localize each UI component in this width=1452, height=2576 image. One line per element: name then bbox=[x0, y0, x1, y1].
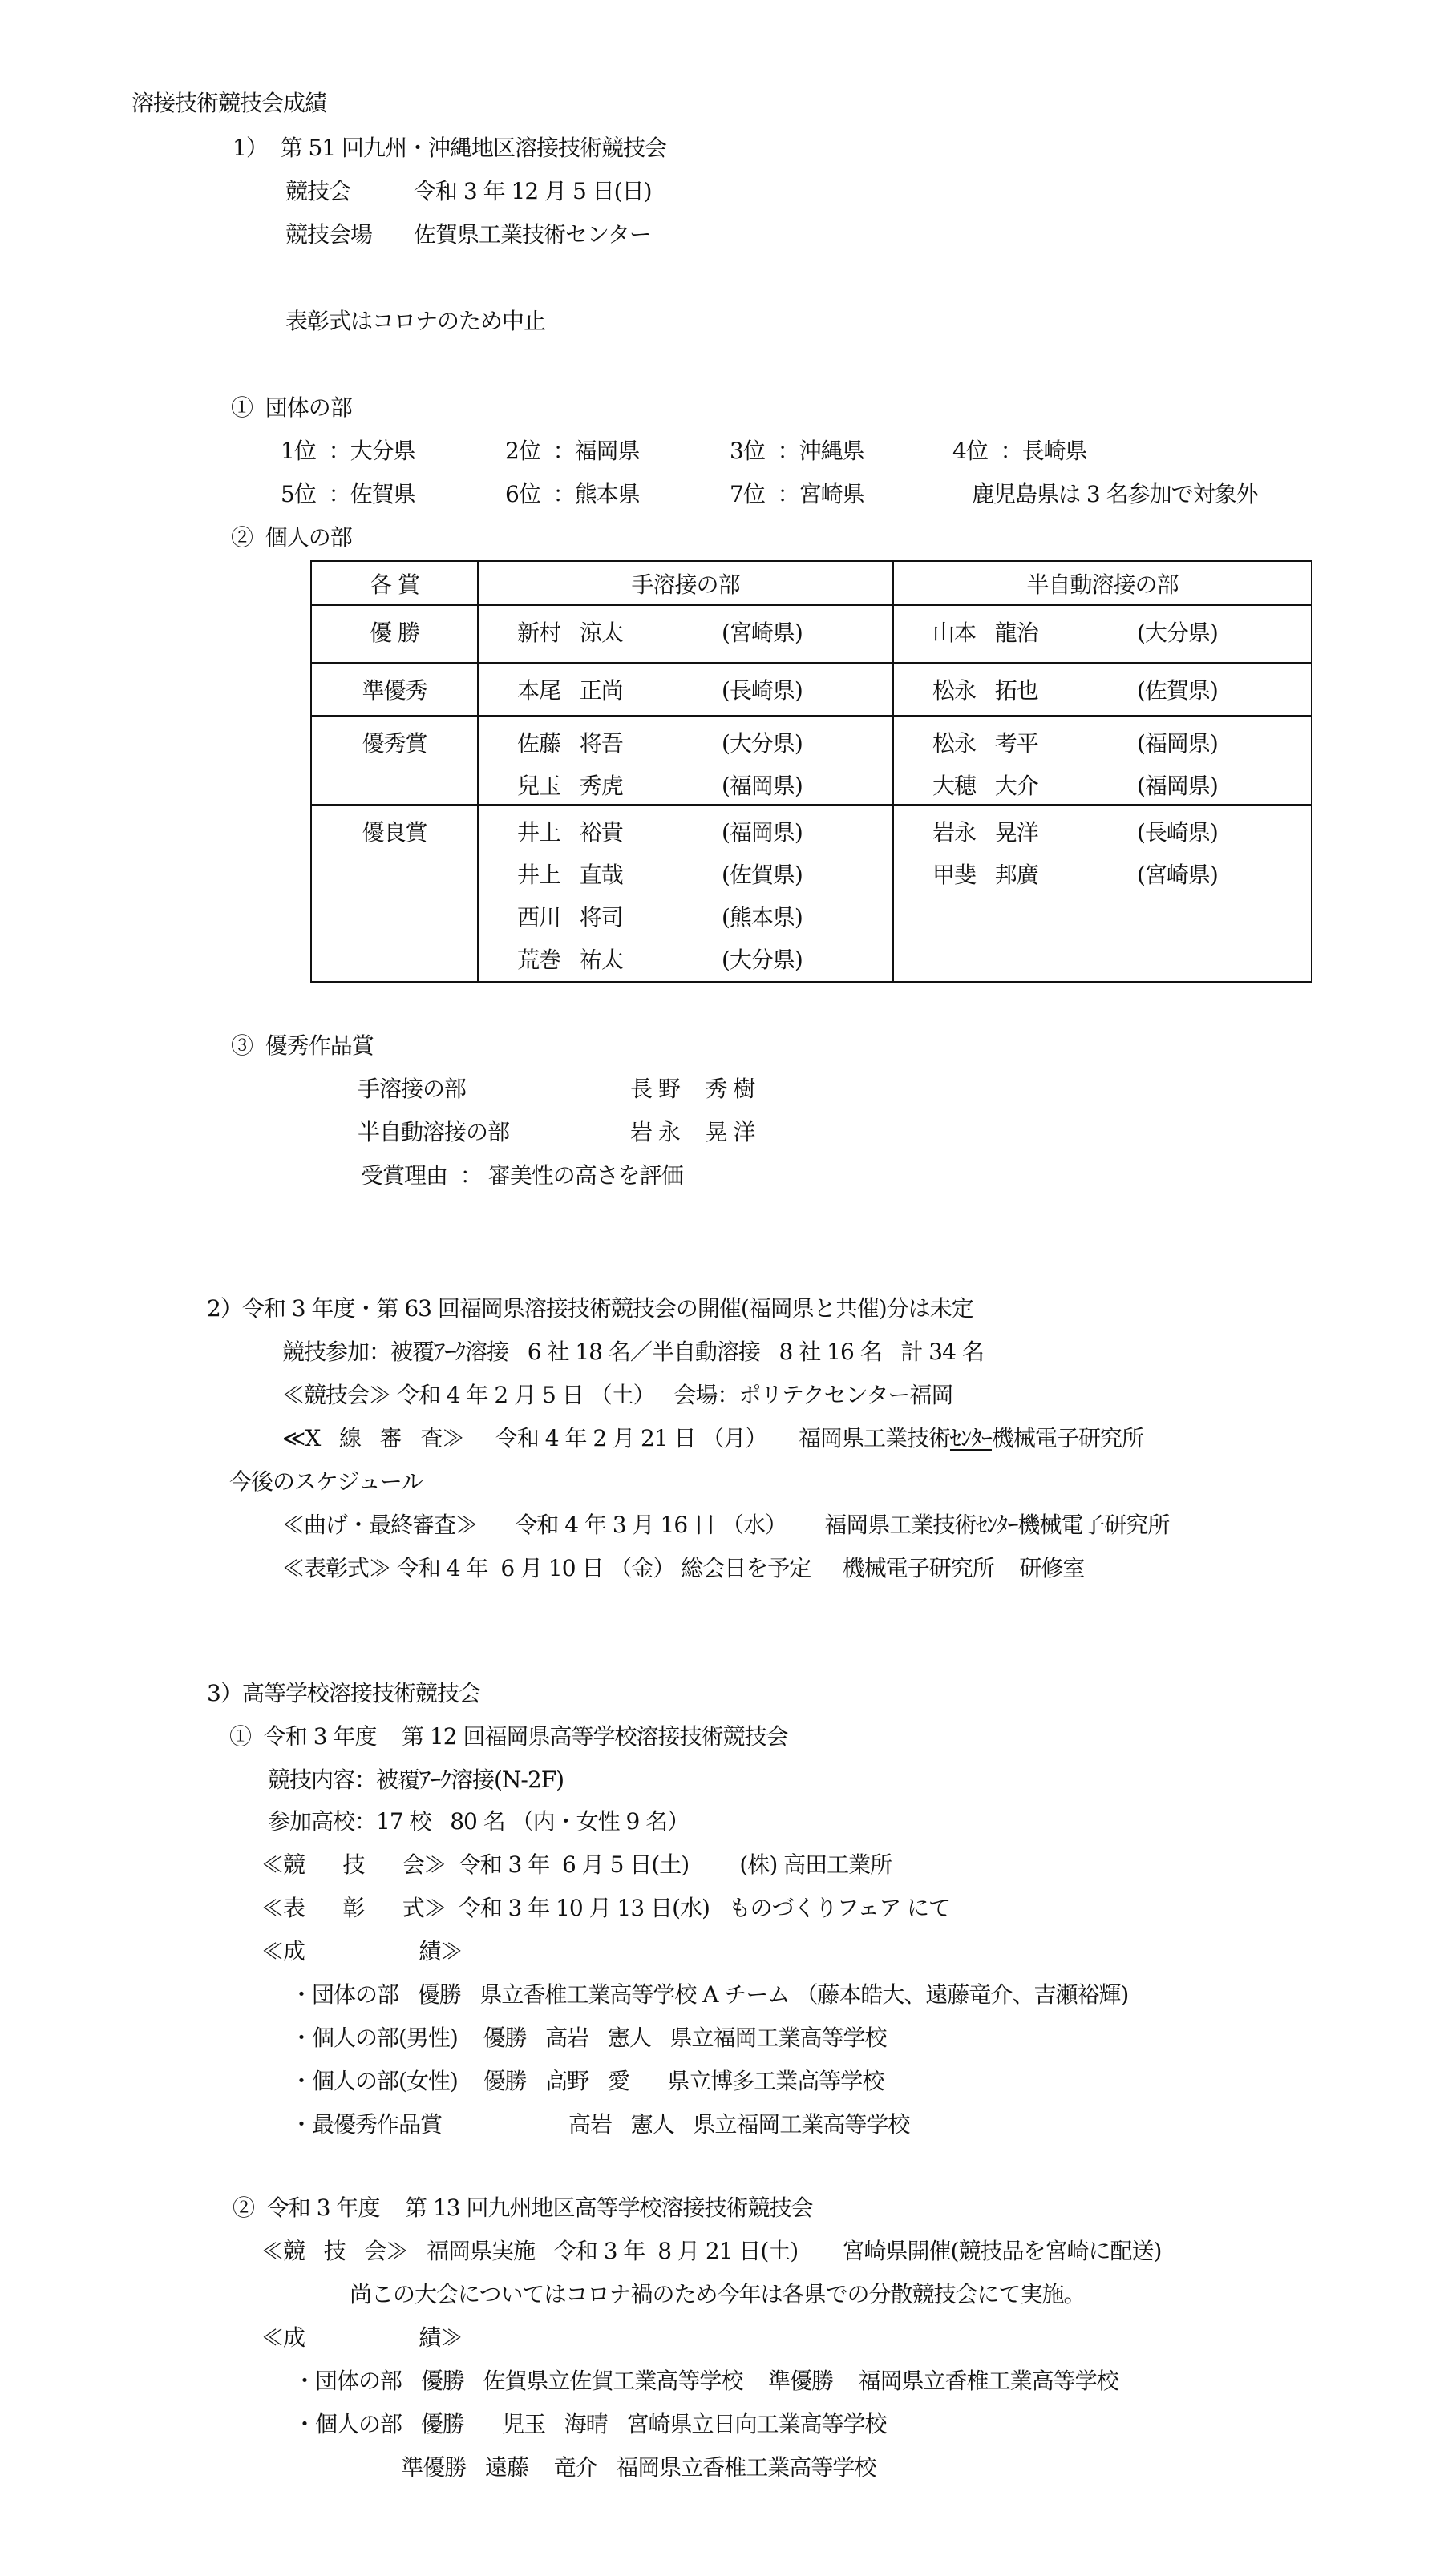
team-rank-4: 4位 ：長崎県 bbox=[952, 438, 1087, 464]
winner-entry: 兒玉 秀虎 (福岡県) bbox=[517, 773, 803, 799]
winner-entry: 大穂 大介 (福岡県) bbox=[932, 773, 1218, 799]
table-row bbox=[311, 805, 1312, 982]
team-rank-5: 5位 ：佐賀県 bbox=[281, 481, 415, 507]
schedule-label: 今後のスケジュール bbox=[229, 1468, 423, 1495]
winner-entry: 西川 将司 (熊本県) bbox=[517, 904, 803, 931]
competition-date-label: 競技会 bbox=[285, 178, 351, 204]
document-title: 溶接技術競技会成績 bbox=[131, 90, 327, 116]
best-work-semi-name: 岩 永 晃 洋 bbox=[630, 1119, 755, 1145]
winner-entry: 松永 拓也 (佐賀県) bbox=[932, 677, 1218, 704]
winner-entry: 佐藤 将吾 (大分県) bbox=[517, 730, 803, 757]
table-row bbox=[311, 663, 1312, 716]
winner-entry: 山本 龍治 (大分県) bbox=[932, 620, 1218, 646]
hs-fukuoka-schools: 参加高校：17 校 80 名 （内・女性 9 名） bbox=[268, 1808, 690, 1835]
ceremony-cancel-note: 表彰式はコロナのため中止 bbox=[285, 308, 546, 334]
winner-entry: 岩永 晃洋 (長崎県) bbox=[932, 819, 1218, 846]
competition-line: ≪競技会≫ 令和 4 年 2 月 5 日 （土） 会場：ポリテクセンター福岡 bbox=[282, 1382, 953, 1408]
hs-fukuoka-content: 競技内容：被覆ｱｰｸ溶接(N-2F) bbox=[268, 1766, 564, 1793]
table-row bbox=[311, 605, 1312, 663]
individual-section-heading: ② 個人の部 bbox=[231, 524, 352, 551]
competition-date-value: 令和 3 年 12 月 5 日(日) bbox=[414, 178, 652, 204]
best-work-manual-name: 長 野 秀 樹 bbox=[630, 1076, 755, 1102]
hs-kyushu-result-item: 準優勝 遠藤 竜介 福岡県立香椎工業高等学校 bbox=[293, 2454, 876, 2481]
winner-entry: 井上 直哉 (佐賀県) bbox=[517, 862, 803, 888]
award-name: 優秀賞 bbox=[362, 730, 427, 757]
individual-awards-table bbox=[310, 560, 1312, 983]
hs-fukuoka-competition: ≪競 技 会≫ 令和 3 年 6 月 5 日(土) (株) 高田工業所 bbox=[261, 1851, 892, 1878]
hs-fukuoka-result-item: ・個人の部(男性) 優勝 高岩 憲人 県立福岡工業高等学校 bbox=[290, 2025, 887, 2051]
team-rank-1: 1位 ：大分県 bbox=[281, 438, 415, 464]
header-manual: 手溶接の部 bbox=[478, 561, 893, 605]
winner-entry: 本尾 正尚 (長崎県) bbox=[517, 677, 803, 704]
hs-fukuoka-ceremony: ≪表 彰 式≫ 令和 3 年 10 月 13 日(水) ものづくりフェア にて bbox=[261, 1895, 951, 1921]
hs-kyushu-result-item: ・個人の部 優勝 児玉 海晴 宮崎県立日向工業高等学校 bbox=[293, 2411, 887, 2437]
winner-entry: 荒巻 祐太 (大分県) bbox=[517, 947, 803, 973]
venue-value: 佐賀県工業技術センター bbox=[414, 221, 651, 248]
hs-fukuoka-results-label: ≪成 績≫ bbox=[261, 1938, 463, 1964]
excluded-note: 鹿児島県は 3 名参加で対象外 bbox=[972, 481, 1258, 507]
best-work-manual-label: 手溶接の部 bbox=[358, 1076, 467, 1102]
table-header-row bbox=[311, 561, 1312, 605]
hs-fukuoka-result-item: ・個人の部(女性) 優勝 高野 愛 県立博多工業高等学校 bbox=[290, 2068, 884, 2094]
best-work-semi-label: 半自動溶接の部 bbox=[358, 1119, 510, 1145]
hs-fukuoka-result-item: ・団体の部 優勝 県立香椎工業高等学校 A チーム （藤本皓大、遠藤竜介、吉瀬裕輝) bbox=[290, 1981, 1129, 2008]
best-work-reason: 受賞理由 ： 審美性の高さを評価 bbox=[361, 1162, 683, 1189]
team-rank-7: 7位 ：宮崎県 bbox=[730, 481, 864, 507]
hs-fukuoka-heading: ① 令和 3 年度 第 12 回福岡県高等学校溶接技術競技会 bbox=[229, 1723, 788, 1750]
team-rank-3: 3位 ：沖縄県 bbox=[730, 438, 864, 464]
section-3-heading: 3）高等学校溶接技術競技会 bbox=[207, 1680, 480, 1706]
best-work-heading: ③ 優秀作品賞 bbox=[231, 1032, 374, 1059]
xray-line: ≪X 線 審 査≫ 令和 4 年 2 月 21 日 （月） 福岡県工業技術ｾﾝﾀｰ機械電子研究所 bbox=[282, 1425, 1143, 1452]
winner-entry: 新村 涼太 (宮崎県) bbox=[517, 620, 803, 646]
team-section-heading: ① 団体の部 bbox=[231, 394, 352, 421]
hs-kyushu-result-item: ・団体の部 優勝 佐賀県立佐賀工業高等学校 準優勝 福岡県立香椎工業高等学校 bbox=[293, 2368, 1118, 2394]
bend-test-line: ≪曲げ・最終審査≫ 令和 4 年 3 月 16 日 （水） 福岡県工業技術ｾﾝﾀｰ機械電子研究所 bbox=[282, 1512, 1170, 1538]
hs-kyushu-results-label: ≪成 績≫ bbox=[261, 2324, 463, 2351]
award-name: 準優秀 bbox=[362, 677, 427, 704]
award-name: 優 勝 bbox=[370, 620, 419, 646]
section-1-heading: 1） 第 51 回九州・沖縄地区溶接技術競技会 bbox=[233, 135, 667, 161]
ceremony-line: ≪表彰式≫ 令和 4 年 6 月 10 日 （金） 総会日を予定 機械電子研究所 研修室 bbox=[282, 1555, 1085, 1581]
header-award: 各 賞 bbox=[311, 561, 478, 605]
hs-kyushu-competition: ≪競 技 会≫ 福岡県実施 令和 3 年 8 月 21 日(土) 宮崎県開催(競技品を宮崎に配送) bbox=[261, 2238, 1162, 2264]
section-2-heading: 2）令和 3 年度・第 63 回福岡県溶接技術競技会の開催(福岡県と共催)分は未定 bbox=[207, 1295, 973, 1322]
winner-entry: 井上 裕貴 (福岡県) bbox=[517, 819, 803, 846]
hs-kyushu-heading: ② 令和 3 年度 第 13 回九州地区高等学校溶接技術競技会 bbox=[233, 2194, 813, 2221]
team-rank-6: 6位 ：熊本県 bbox=[505, 481, 640, 507]
table-row bbox=[311, 716, 1312, 805]
winner-entry: 松永 考平 (福岡県) bbox=[932, 730, 1218, 757]
team-rank-2: 2位 ：福岡県 bbox=[505, 438, 640, 464]
header-semi: 半自動溶接の部 bbox=[893, 561, 1312, 605]
hs-fukuoka-result-item: ・最優秀作品賞 高岩 憲人 県立福岡工業高等学校 bbox=[290, 2111, 910, 2138]
underlined-center-text: ｾﾝﾀｰ bbox=[949, 1425, 992, 1452]
hs-kyushu-note: 尚この大会についてはコロナ禍のため今年は各県での分散競技会にて実施。 bbox=[350, 2281, 1086, 2307]
venue-label: 競技会場 bbox=[285, 221, 373, 248]
winner-entry: 甲斐 邦廣 (宮崎県) bbox=[932, 862, 1218, 888]
participation-line: 競技参加：被覆ｱｰｸ溶接 6 社 18 名／半自動溶接 8 社 16 名 計 34 名 bbox=[282, 1338, 984, 1365]
award-name: 優良賞 bbox=[362, 819, 427, 846]
